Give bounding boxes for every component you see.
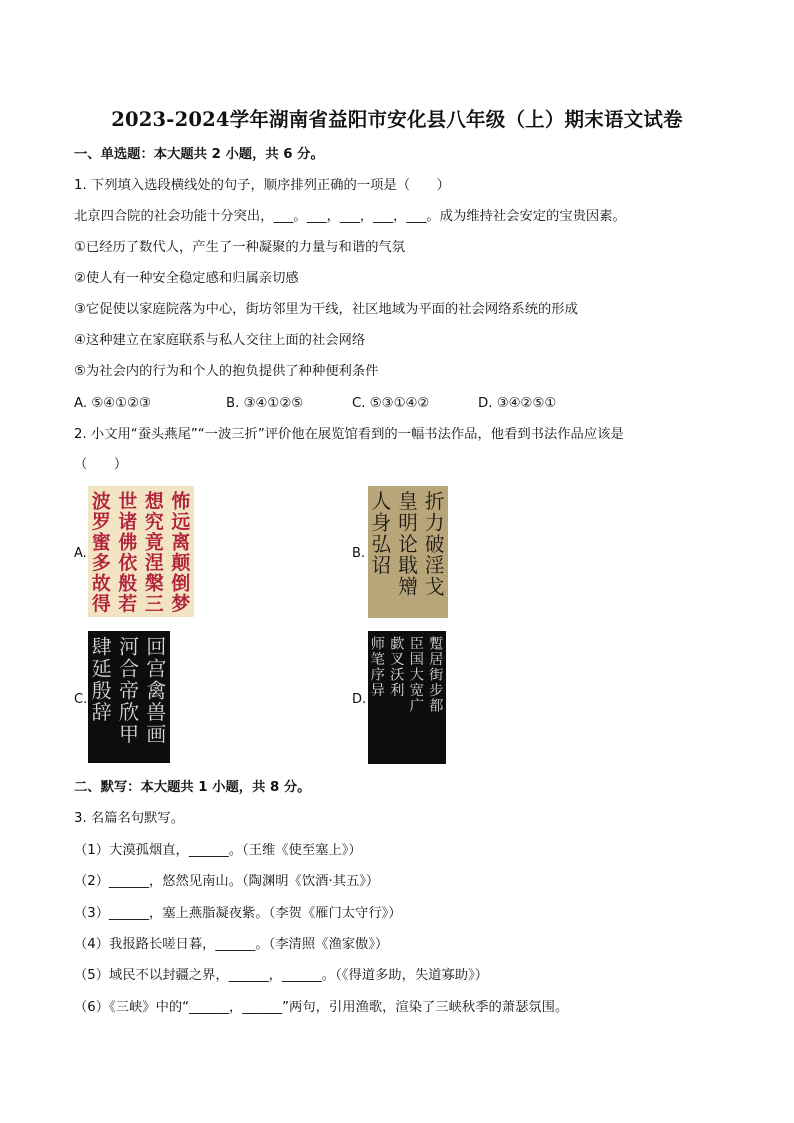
- calligraphy-glyph: 折: [424, 490, 445, 514]
- calligraphy-glyph: 颠: [171, 551, 191, 574]
- calligraphy-glyph: 明: [398, 511, 418, 535]
- calligraphy-glyph: 蜜: [91, 531, 111, 554]
- q1-stem: 1. 下列填入选段横线处的句子，顺序排列正确的一项是（ ）: [74, 178, 450, 193]
- calligraphy-glyph: 沃: [390, 667, 405, 684]
- calligraphy-glyph: 辞: [91, 700, 112, 725]
- calligraphy-glyph: 戢: [398, 554, 418, 578]
- calligraphy-glyph: 诸: [118, 510, 138, 533]
- calligraphy-glyph: 笔: [370, 651, 385, 668]
- calligraphy-glyph: 梦: [171, 592, 191, 615]
- calligraphy-glyph: 异: [370, 683, 385, 700]
- calligraphy-glyph: 身: [371, 511, 392, 535]
- calligraphy-glyph: 淫: [424, 554, 445, 578]
- calligraphy-glyph: 合: [118, 656, 140, 681]
- q2-label-a[interactable]: A.: [74, 546, 87, 561]
- q3-stem: 3. 名篇名句默写。: [74, 811, 184, 826]
- calligraphy-glyph: 河: [118, 634, 140, 659]
- calligraphy-glyph: 宽: [409, 683, 424, 700]
- calligraphy-glyph: 矰: [398, 575, 418, 599]
- calligraphy-glyph: 远: [171, 510, 191, 533]
- calligraphy-glyph: 般: [118, 572, 138, 595]
- calligraphy-glyph: 臣: [409, 636, 424, 653]
- calligraphy-glyph: 罗: [91, 510, 111, 533]
- q1-option-b[interactable]: B. ③④①②⑤: [226, 396, 304, 411]
- calligraphy-glyph: 殷: [91, 678, 112, 703]
- calligraphy-glyph: 帝: [118, 678, 140, 703]
- q3-item-2: （2）______，悠然见南山。（陶渊明《饮酒·其五》）: [74, 874, 380, 889]
- calligraphy-glyph: 叉: [390, 651, 405, 668]
- calligraphy-glyph: 皇: [398, 490, 418, 514]
- q1-item-3: ③它促使以家庭院落为中心，街坊邻里为干线，社区地域为平面的社会网络系统的形成: [74, 302, 578, 317]
- calligraphy-glyph: 歔: [390, 636, 405, 653]
- q1-option-a[interactable]: A. ⑤④①②③: [74, 396, 151, 411]
- q1-item-4: ④这种建立在家庭联系与私人交往上面的社会网络: [74, 333, 366, 348]
- calligraphy-glyph: 利: [390, 683, 405, 700]
- page-title: 2023-2024学年湖南省益阳市安化县八年级（上）期末语文试卷: [111, 108, 683, 131]
- calligraphy-glyph: 究: [144, 510, 164, 533]
- q3-item-6: （6）《三峡》中的“______，______”两句，引用渔歌，渲染了三峡秋季的萧瑟氛围。: [74, 1000, 569, 1015]
- calligraphy-glyph: 论: [398, 532, 418, 556]
- calligraphy-glyph: 得: [91, 592, 111, 615]
- q2-stem-cont: （ ）: [74, 457, 128, 472]
- calligraphy-glyph: 大: [409, 667, 424, 684]
- calligraphy-glyph: 三: [144, 592, 164, 615]
- q2-label-b[interactable]: B.: [352, 546, 366, 561]
- calligraphy-glyph: 若: [118, 592, 138, 615]
- q1-passage: 北京四合院的社会功能十分突出，___。___，___，___，___。成为维持社会安定的宝贵因素。: [74, 209, 626, 224]
- calligraphy-glyph: 广: [409, 698, 424, 715]
- calligraphy-glyph: 蹔: [429, 636, 444, 653]
- calligraphy-glyph: 多: [91, 551, 111, 574]
- calligraphy-image-b[interactable]: [368, 486, 448, 618]
- calligraphy-glyph: 倒: [171, 572, 191, 595]
- calligraphy-glyph: 怖: [171, 490, 191, 513]
- q3-item-5: （5）域民不以封疆之界，______，______。（《得道多助，失道寡助》）: [74, 968, 489, 983]
- calligraphy-glyph: 力: [424, 511, 445, 535]
- calligraphy-glyph: 佛: [118, 531, 138, 554]
- section2-heading: 二、默写：本大题共 1 小题，共 8 分。: [74, 780, 311, 795]
- calligraphy-glyph: 延: [91, 656, 112, 681]
- calligraphy-glyph: 欣: [118, 700, 140, 725]
- calligraphy-glyph: 人: [371, 490, 392, 514]
- calligraphy-glyph: 诏: [371, 554, 392, 578]
- calligraphy-glyph: 槃: [144, 572, 164, 595]
- calligraphy-glyph: 兽: [146, 700, 167, 725]
- q1-item-5: ⑤为社会内的行为和个人的抱负提供了种种便利条件: [74, 364, 379, 379]
- calligraphy-glyph: 宫: [146, 656, 167, 681]
- calligraphy-glyph: 世: [118, 490, 138, 513]
- calligraphy-glyph: 师: [370, 636, 385, 653]
- calligraphy-glyph: 弘: [371, 532, 392, 556]
- calligraphy-glyph: 波: [91, 490, 111, 513]
- calligraphy-glyph: 都: [429, 698, 444, 715]
- q3-item-1: （1）大漠孤烟直，______。（王维《使至塞上》）: [74, 843, 362, 858]
- calligraphy-image-a[interactable]: [88, 486, 194, 617]
- calligraphy-glyph: 竟: [144, 531, 164, 554]
- calligraphy-glyph: 画: [146, 722, 167, 747]
- calligraphy-glyph: 步: [429, 683, 444, 700]
- calligraphy-glyph: 肆: [91, 634, 112, 659]
- calligraphy-glyph: 故: [91, 572, 111, 595]
- calligraphy-glyph: 居: [429, 651, 444, 668]
- calligraphy-glyph: 禽: [146, 678, 167, 703]
- calligraphy-glyph: 国: [409, 651, 424, 668]
- section1-heading: 一、单选题：本大题共 2 小题，共 6 分。: [74, 147, 324, 162]
- calligraphy-glyph: 序: [370, 667, 385, 684]
- calligraphy-glyph: 甲: [118, 722, 140, 747]
- q2-stem: 2. 小文用“蚕头燕尾”“一波三折”评价他在展览馆看到的一幅书法作品，他看到书法作品应该是: [74, 427, 624, 442]
- calligraphy-glyph: 想: [144, 490, 164, 513]
- q1-item-2: ②使人有一种安全稳定感和归属亲切感: [74, 271, 299, 286]
- calligraphy-glyph: 破: [424, 532, 445, 556]
- calligraphy-image-c[interactable]: [88, 631, 170, 763]
- calligraphy-glyph: 戈: [424, 575, 445, 599]
- calligraphy-glyph: 街: [429, 667, 444, 684]
- q1-option-c[interactable]: C. ⑤③①④②: [352, 396, 430, 411]
- calligraphy-glyph: 依: [118, 551, 138, 574]
- calligraphy-glyph: 回: [146, 634, 167, 659]
- q1-option-d[interactable]: D. ③④②⑤①: [478, 396, 557, 411]
- q2-label-c[interactable]: C.: [74, 692, 88, 707]
- q3-item-3: （3）______，塞上燕脂凝夜紫。（李贺《雁门太守行》）: [74, 906, 402, 921]
- q2-label-d[interactable]: D.: [352, 692, 367, 707]
- q1-item-1: ①已经历了数代人，产生了一种凝聚的力量与和谐的气氛: [74, 240, 406, 255]
- calligraphy-glyph: 涅: [144, 551, 164, 574]
- q3-item-4: （4）我报路长嗟日暮，______。（李清照《渔家傲》）: [74, 937, 389, 952]
- calligraphy-image-d[interactable]: [368, 631, 446, 764]
- calligraphy-glyph: 离: [171, 531, 191, 554]
